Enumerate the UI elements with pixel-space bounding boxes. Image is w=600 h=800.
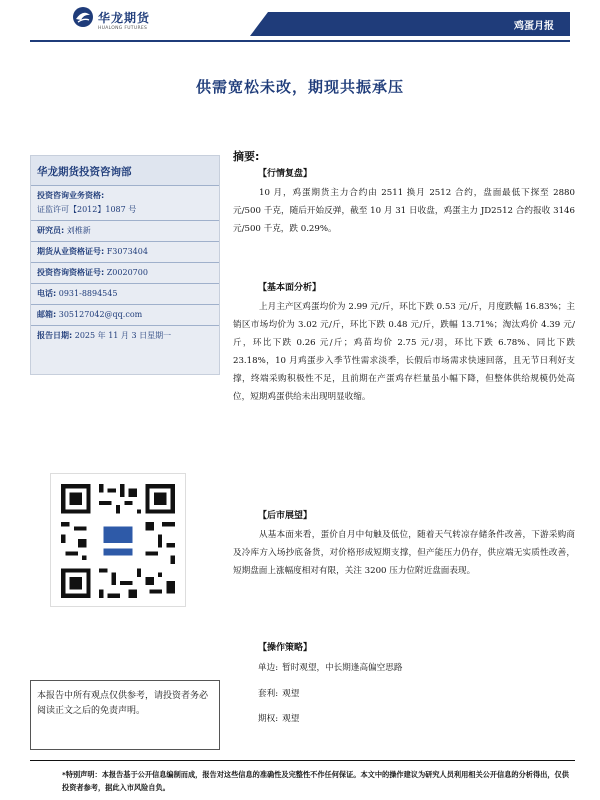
analyst-info-panel bbox=[30, 155, 220, 375]
brand-name-cn: 华龙期货 bbox=[98, 11, 151, 25]
info-label: 电话: bbox=[37, 289, 57, 298]
dragon-logo-icon bbox=[72, 6, 94, 28]
strategy-key: 期权: bbox=[258, 714, 279, 724]
info-label: 投资咨询业务资格: bbox=[37, 191, 105, 200]
department-title: 华龙期货投资咨询部 bbox=[31, 156, 219, 186]
section-title-outlook: 【后市展望】 bbox=[258, 511, 313, 521]
strategy-line-single bbox=[258, 661, 402, 675]
info-label: 报告日期: bbox=[37, 331, 73, 340]
info-value: 2025 年 11 月 3 日星期一 bbox=[74, 331, 172, 340]
strategy-key: 套利: bbox=[258, 689, 279, 699]
fundamental-paragraph: 上月主产区鸡蛋均价为 2.99 元/斤，环比下跌 0.53 元/斤，月度跌幅 16.83%；主销区市场均价为 3.02 元/斤，环比下跌 0.48 元/斤，跌幅 13.71%；淘汰鸡价 4.39 元/斤，环比下跌 0.26 元/斤；鸡苗均价 2.75 元/羽，环比下跌 6.78%、同比下跌 23.18%，10 月鸡蛋步入季节性需求淡季，长假后市场需求快速回落，且无节日利好支撑，终端采购积极性不足，且前期在产蛋鸡存栏量虽小幅下降，但整体供给规模仍处高位，短期鸡蛋供给未出现明显收缩。 bbox=[233, 302, 575, 402]
outlook-paragraph: 从基本面来看，蛋价自月中旬触及低位，随着天气转凉存储条件改善，下游采购商及冷库方入场抄底备货，对价格形成短期支撑，但产能压力仍存，供应端无实质性改善，短期盘面上涨幅度相对有限，关注 3200 压力位附近盘面表现。 bbox=[233, 530, 575, 576]
qr-code-icon bbox=[57, 480, 179, 602]
info-value: F3073404 bbox=[106, 247, 148, 256]
info-row-phone bbox=[31, 284, 219, 305]
abstract-heading: 摘要: bbox=[233, 150, 260, 163]
special-statement: *特别声明：本报告基于公开信息编制而成，报告对这些信息的准确性及完整性不作任何保证。本文中的操作建议为研究人员利用相关公开信息的分析得出，仅供投资者参考，据此入市风险自负。 bbox=[62, 770, 569, 792]
strategy-value: 观望 bbox=[282, 714, 300, 724]
section-title-strategy: 【操作策略】 bbox=[258, 643, 313, 653]
strategy-key: 单边: bbox=[258, 663, 279, 673]
report-type-label: 鸡蛋月报 bbox=[514, 21, 554, 32]
disclaimer-note: 本报告中所有观点仅供参考，请投资者务必阅读正文之后的免责声明。 bbox=[30, 680, 220, 750]
info-value: 证监许可【2012】1087 号 bbox=[37, 205, 137, 214]
info-row-report-date bbox=[31, 326, 219, 346]
strategy-line-options bbox=[258, 712, 299, 726]
header-divider bbox=[30, 40, 570, 42]
info-row-futures-license bbox=[31, 242, 219, 263]
info-label: 研究员: bbox=[37, 226, 65, 235]
info-value: 刘椎新 bbox=[66, 226, 91, 235]
strategy-line-arbitrage bbox=[258, 687, 299, 701]
info-value: 0931-8894545 bbox=[58, 289, 118, 298]
info-row-qualification bbox=[31, 186, 219, 221]
info-row-email bbox=[31, 305, 219, 326]
strategy-value: 观望 bbox=[282, 689, 300, 699]
footer-divider bbox=[30, 760, 575, 761]
info-value: 305127042@qq.com bbox=[58, 310, 143, 319]
info-label: 期货从业资格证号: bbox=[37, 247, 105, 256]
brand-name-en: HUALONG FUTURES bbox=[98, 26, 148, 31]
page-header bbox=[0, 0, 600, 44]
section-title-review: 【行情复盘】 bbox=[258, 169, 313, 179]
info-row-researcher bbox=[31, 221, 219, 242]
page-title: 供需宽松未改，期现共振承压 bbox=[195, 78, 404, 96]
review-paragraph: 10 月，鸡蛋期货主力合约由 2511 换月 2512 合约，盘面最低下探至 2880 元/500 千克，随后开始反弹，截至 10 月 31 日收盘，鸡蛋主力 JD2512 合约报收 3146 元/500 千克，跌 0.29%。 bbox=[233, 188, 575, 234]
strategy-value: 暂时观望，中长期逢高偏空思路 bbox=[282, 663, 403, 673]
info-label: 邮箱: bbox=[37, 310, 57, 319]
brand-logo bbox=[72, 6, 172, 38]
info-value: Z0020700 bbox=[106, 268, 148, 277]
info-label: 投资咨询资格证号: bbox=[37, 268, 105, 277]
qr-code bbox=[50, 473, 186, 607]
info-row-advisory-license bbox=[31, 263, 219, 284]
section-title-fundamental: 【基本面分析】 bbox=[258, 283, 322, 293]
